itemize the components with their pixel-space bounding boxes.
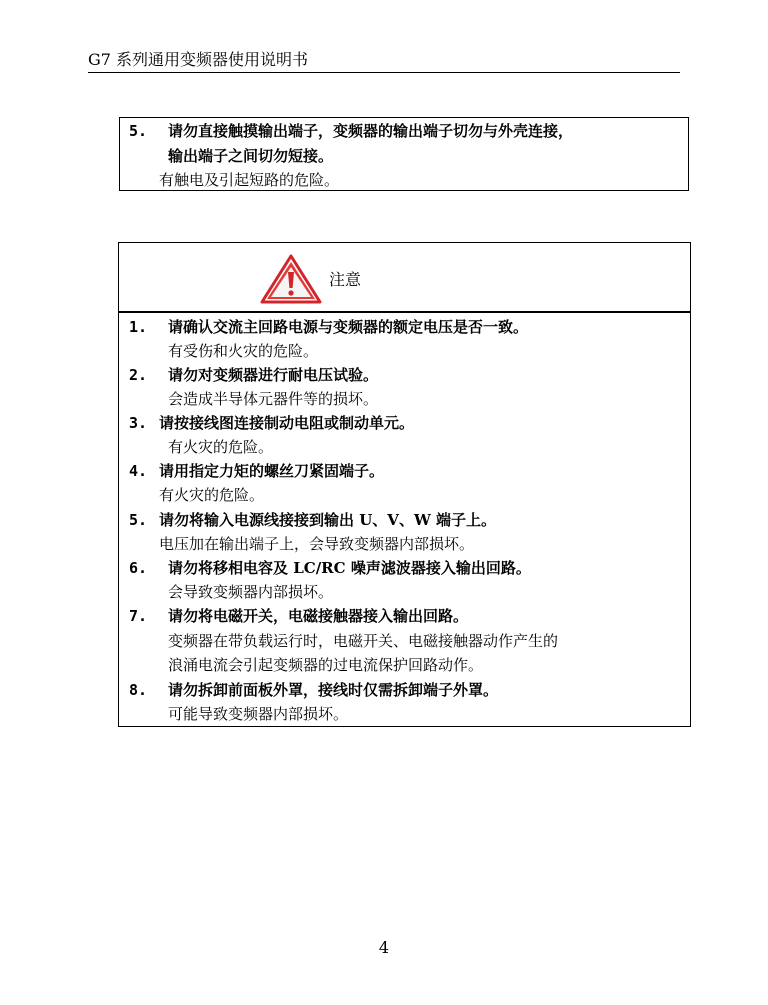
caution-item-6-note: 会导致变频器内部损坏。	[168, 583, 334, 601]
caution-item-1-note: 有受伤和火灾的危险。	[168, 342, 319, 360]
caution-item-5	[129, 510, 496, 530]
danger-item-note: 有触电及引起短路的危险。	[159, 171, 340, 189]
item-text: 请勿对变频器进行耐电压试验。	[168, 366, 379, 384]
item-number: 7.	[129, 607, 148, 625]
caution-item-3-note: 有火灾的危险。	[168, 438, 274, 456]
danger-box	[119, 117, 689, 191]
item-number: 5.	[129, 122, 148, 140]
item-number: 3.	[129, 414, 148, 432]
item-text: 请勿直接触摸输出端子，变频器的输出端子切勿与外壳连接，	[168, 122, 574, 140]
caution-item-7	[129, 606, 468, 626]
caution-box	[118, 242, 691, 727]
item-number: 5.	[129, 511, 148, 529]
item-text: 请勿将电磁开关，电磁接触器接入输出回路。	[168, 607, 469, 625]
item-number: 2.	[129, 366, 148, 384]
page-header	[88, 50, 680, 73]
caution-item-4	[129, 461, 384, 481]
caution-item-5-note: 电压加在输出端子上，会导致变频器内部损坏。	[159, 535, 475, 553]
item-number: 6.	[129, 559, 148, 577]
caution-item-6	[129, 558, 531, 578]
caution-item-8	[129, 680, 498, 700]
caution-item-7-note-1: 变频器在带负载运行时，电磁开关、电磁接触器动作产生的	[168, 632, 559, 650]
caution-item-1	[129, 317, 528, 337]
page-number: 4	[378, 938, 390, 957]
danger-item-line1	[129, 121, 573, 141]
item-number: 1.	[129, 318, 148, 336]
header-title: G7 系列通用变频器使用说明书	[88, 50, 309, 69]
item-number: 4.	[129, 462, 148, 480]
item-text: 请勿将输入电源线接接到输出 U、V、W 端子上。	[159, 511, 497, 529]
item-text: 请确认交流主回路电源与变频器的额定电压是否一致。	[168, 318, 529, 336]
caution-label: 注意	[329, 270, 362, 289]
item-text: 请勿拆卸前面板外罩，接线时仅需拆卸端子外罩。	[168, 681, 499, 699]
item-text: 请用指定力矩的螺丝刀紧固端子。	[159, 462, 385, 480]
caution-item-8-note: 可能导致变频器内部损坏。	[168, 705, 349, 723]
caution-item-3	[129, 413, 414, 433]
caution-item-2	[129, 365, 378, 385]
caution-item-7-note-2: 浪涌电流会引起变频器的过电流保护回路动作。	[168, 656, 484, 674]
item-text: 请勿将移相电容及 LC/RC 噪声滤波器接入输出回路。	[168, 559, 531, 577]
caution-item-4-note: 有火灾的危险。	[159, 486, 265, 504]
item-number: 8.	[129, 681, 148, 699]
caution-item-2-note: 会造成半导体元器件等的损坏。	[168, 390, 379, 408]
item-text: 请按接线图连接制动电阻或制动单元。	[159, 414, 415, 432]
danger-item-line2: 输出端子之间切勿短接。	[168, 147, 334, 165]
warning-triangle-icon	[259, 253, 323, 305]
caution-header	[119, 243, 690, 313]
